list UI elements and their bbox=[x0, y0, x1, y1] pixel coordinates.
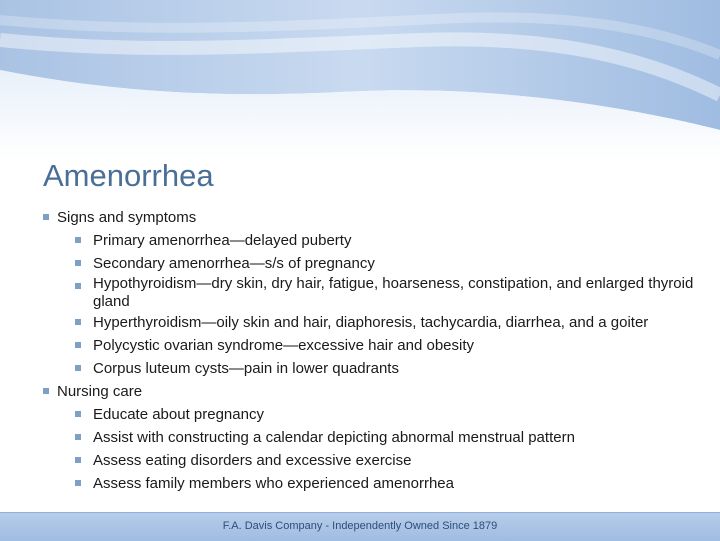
square-bullet-icon bbox=[75, 457, 81, 463]
sub-list-item bbox=[75, 311, 703, 334]
sub-bullet-text: Assist with constructing a calendar depicting abnormal menstrual pattern bbox=[93, 429, 575, 446]
bullet-text: Nursing care bbox=[57, 383, 143, 400]
list-item bbox=[43, 380, 703, 495]
square-bullet-icon bbox=[75, 260, 81, 266]
footer-bar bbox=[0, 512, 720, 541]
slide-content bbox=[43, 206, 703, 495]
sub-list-item bbox=[75, 275, 703, 311]
slide-title: Amenorrhea bbox=[43, 158, 214, 193]
square-bullet-icon bbox=[75, 365, 81, 371]
sub-bullet-list bbox=[57, 229, 703, 380]
square-bullet-icon bbox=[75, 237, 81, 243]
sub-bullet-text: Polycystic ovarian syndrome—excessive hair and obesity bbox=[93, 337, 474, 354]
square-bullet-icon bbox=[75, 319, 81, 325]
sub-list-item bbox=[75, 229, 703, 252]
sub-list-item bbox=[75, 472, 703, 495]
square-bullet-icon bbox=[75, 480, 81, 486]
sub-list-item bbox=[75, 252, 703, 275]
square-bullet-icon bbox=[43, 388, 49, 394]
bullet-text: Signs and symptoms bbox=[57, 209, 197, 226]
sub-list-item bbox=[75, 426, 703, 449]
sub-bullet-text: Corpus luteum cysts—pain in lower quadrants bbox=[93, 360, 399, 377]
sub-bullet-text: Educate about pregnancy bbox=[93, 406, 264, 423]
square-bullet-icon bbox=[43, 214, 49, 220]
sub-list-item bbox=[75, 334, 703, 357]
square-bullet-icon bbox=[75, 411, 81, 417]
square-bullet-icon bbox=[75, 342, 81, 348]
square-bullet-icon bbox=[75, 434, 81, 440]
bullet-list bbox=[43, 206, 703, 495]
sub-list-item bbox=[75, 403, 703, 426]
sub-bullet-text: Assess eating disorders and excessive exercise bbox=[93, 452, 412, 469]
square-bullet-icon bbox=[75, 283, 81, 289]
list-item bbox=[43, 206, 703, 380]
sub-bullet-text: Assess family members who experienced amenorrhea bbox=[93, 475, 454, 492]
header-swoosh-decoration bbox=[0, 0, 720, 160]
sub-bullet-text: Secondary amenorrhea—s/s of pregnancy bbox=[93, 255, 375, 272]
sub-bullet-text: Hyperthyroidism—oily skin and hair, diaphoresis, tachycardia, diarrhea, and a goiter bbox=[93, 314, 649, 331]
sub-bullet-list bbox=[57, 403, 703, 495]
footer-text: F.A. Davis Company - Independently Owned Since 1879 bbox=[222, 520, 498, 532]
sub-list-item bbox=[75, 357, 703, 380]
sub-bullet-text: Hypothyroidism—dry skin, dry hair, fatigue, hoarseness, constipation, and enlarged thyroid gland bbox=[93, 275, 694, 310]
sub-bullet-text: Primary amenorrhea—delayed puberty bbox=[93, 232, 352, 249]
sub-list-item bbox=[75, 449, 703, 472]
